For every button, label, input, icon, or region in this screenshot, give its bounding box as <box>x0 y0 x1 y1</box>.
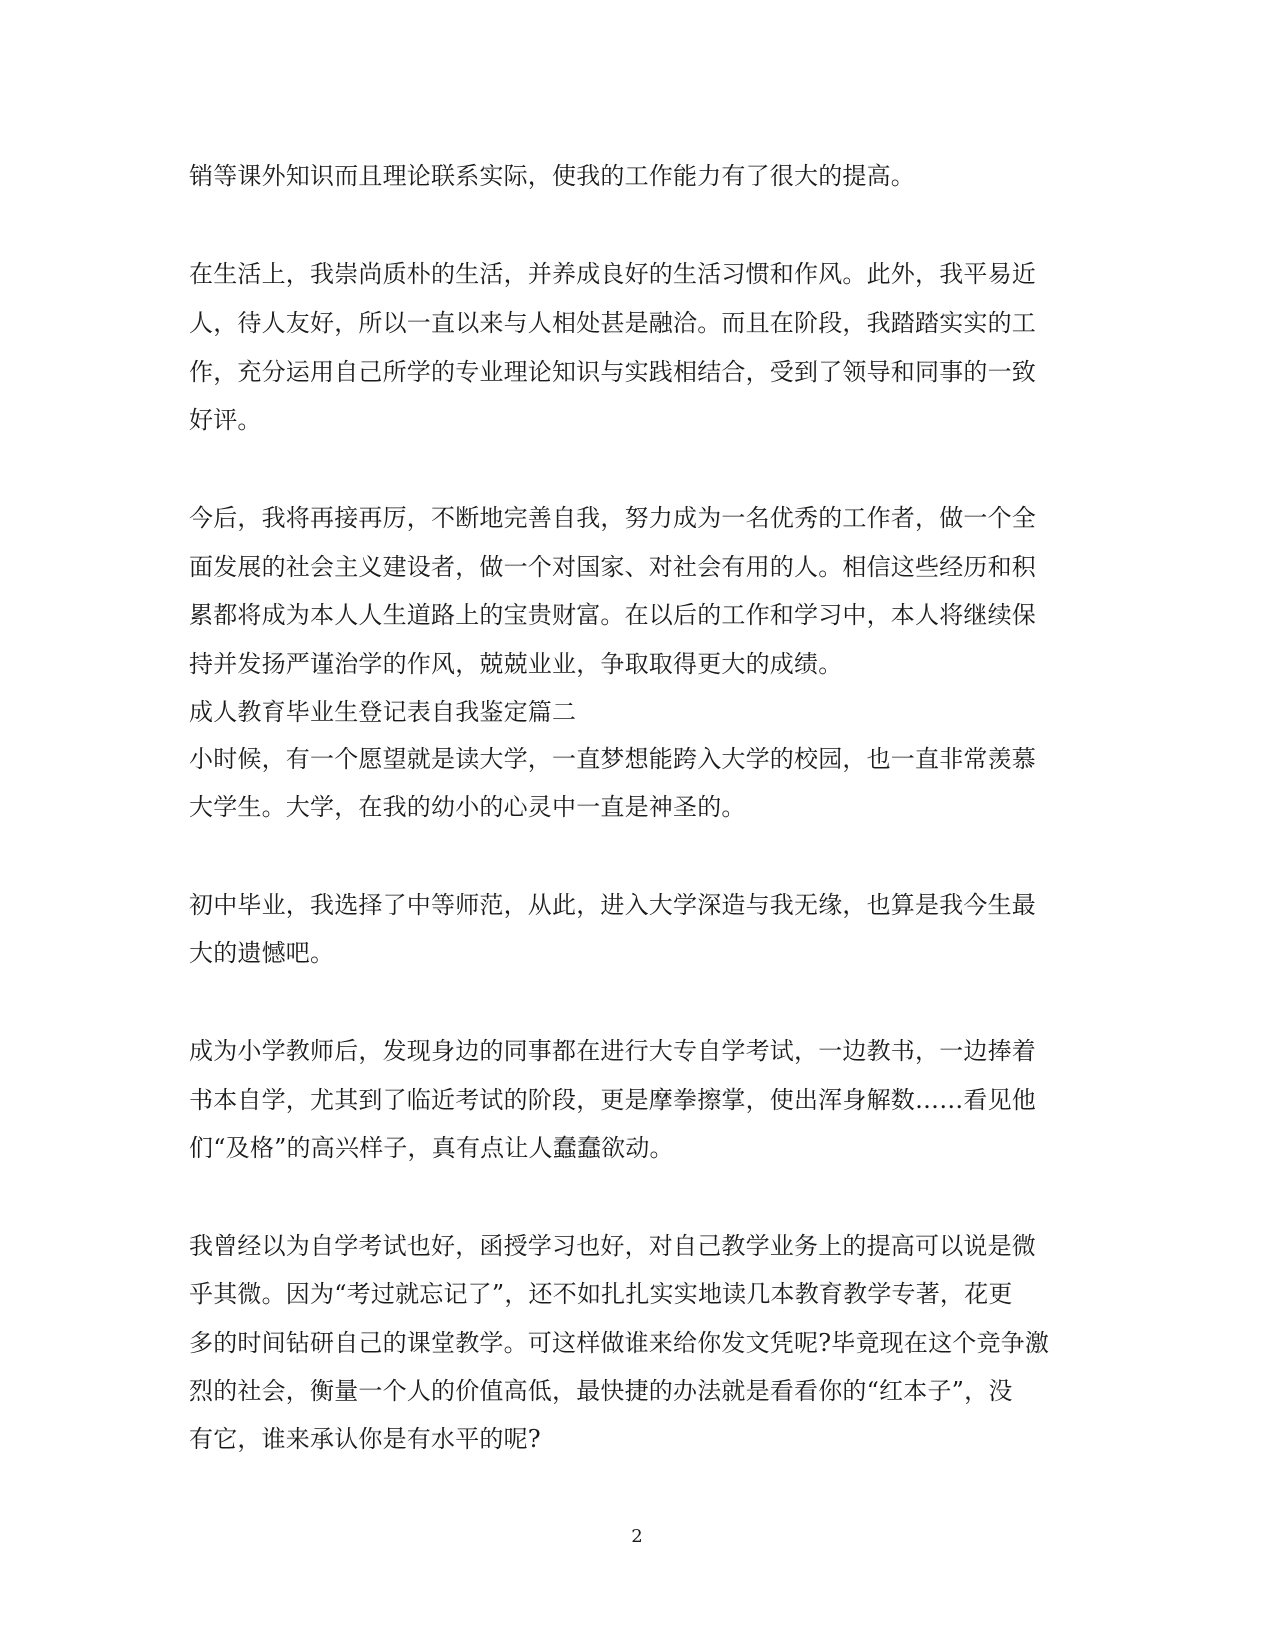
text-line: 人，待人友好，所以一直以来与人相处甚是融洽。而且在阶段，我踏踏实实的工 <box>189 309 1036 337</box>
text-line: 好评。 <box>189 406 262 434</box>
text-line: 成为小学教师后，发现身边的同事都在进行大专自学考试，一边教书，一边捧着 <box>189 1037 1036 1065</box>
text-line: 作，充分运用自己所学的专业理论知识与实践相结合，受到了领导和同事的一致 <box>189 358 1036 386</box>
text-line: 烈的社会，衡量一个人的价值高低，最快捷的办法就是看看你的“红本子”，没 <box>189 1377 1013 1405</box>
text-line: 持并发扬严谨治学的作风，兢兢业业，争取取得更大的成绩。 <box>189 650 843 678</box>
text-line: 初中毕业，我选择了中等师范，从此，进入大学深造与我无缘，也算是我今生最 <box>189 891 1036 919</box>
text-line: 面发展的社会主义建设者，做一个对国家、对社会有用的人。相信这些经历和积 <box>189 553 1036 581</box>
section-heading: 成人教育毕业生登记表自我鉴定篇二 <box>189 698 577 726</box>
text-line: 乎其微。因为“考过就忘记了”，还不如扎扎实实地读几本教育教学专著，花更 <box>189 1280 1013 1308</box>
text-line: 在生活上，我崇尚质朴的生活，并养成良好的生活习惯和作风。此外，我平易近 <box>189 260 1036 288</box>
text-line: 小时候，有一个愿望就是读大学，一直梦想能跨入大学的校园，也一直非常羡慕 <box>189 745 1036 773</box>
text-line: 今后，我将再接再厉，不断地完善自我，努力成为一名优秀的工作者，做一个全 <box>189 504 1036 532</box>
text-line: 大学生。大学，在我的幼小的心灵中一直是神圣的。 <box>189 793 746 821</box>
text-line: 销等课外知识而且理论联系实际，使我的工作能力有了很大的提高。 <box>189 162 915 190</box>
text-line: 有它，谁来承认你是有水平的呢? <box>189 1425 541 1453</box>
text-line: 多的时间钻研自己的课堂教学。可这样做谁来给你发文凭呢?毕竟现在这个竞争激 <box>189 1329 1050 1357</box>
text-line: 累都将成为本人人生道路上的宝贵财富。在以后的工作和学习中，本人将继续保 <box>189 601 1036 629</box>
page-number: 2 <box>631 1526 643 1547</box>
text-line: 书本自学，尤其到了临近考试的阶段，更是摩拳擦掌，使出浑身解数……看见他 <box>189 1086 1036 1114</box>
text-line: 们“及格”的高兴样子，真有点让人蠢蠢欲动。 <box>189 1134 674 1162</box>
text-line: 大的遗憾吧。 <box>189 939 335 967</box>
text-line: 我曾经以为自学考试也好，函授学习也好，对自己教学业务上的提高可以说是微 <box>189 1232 1036 1260</box>
